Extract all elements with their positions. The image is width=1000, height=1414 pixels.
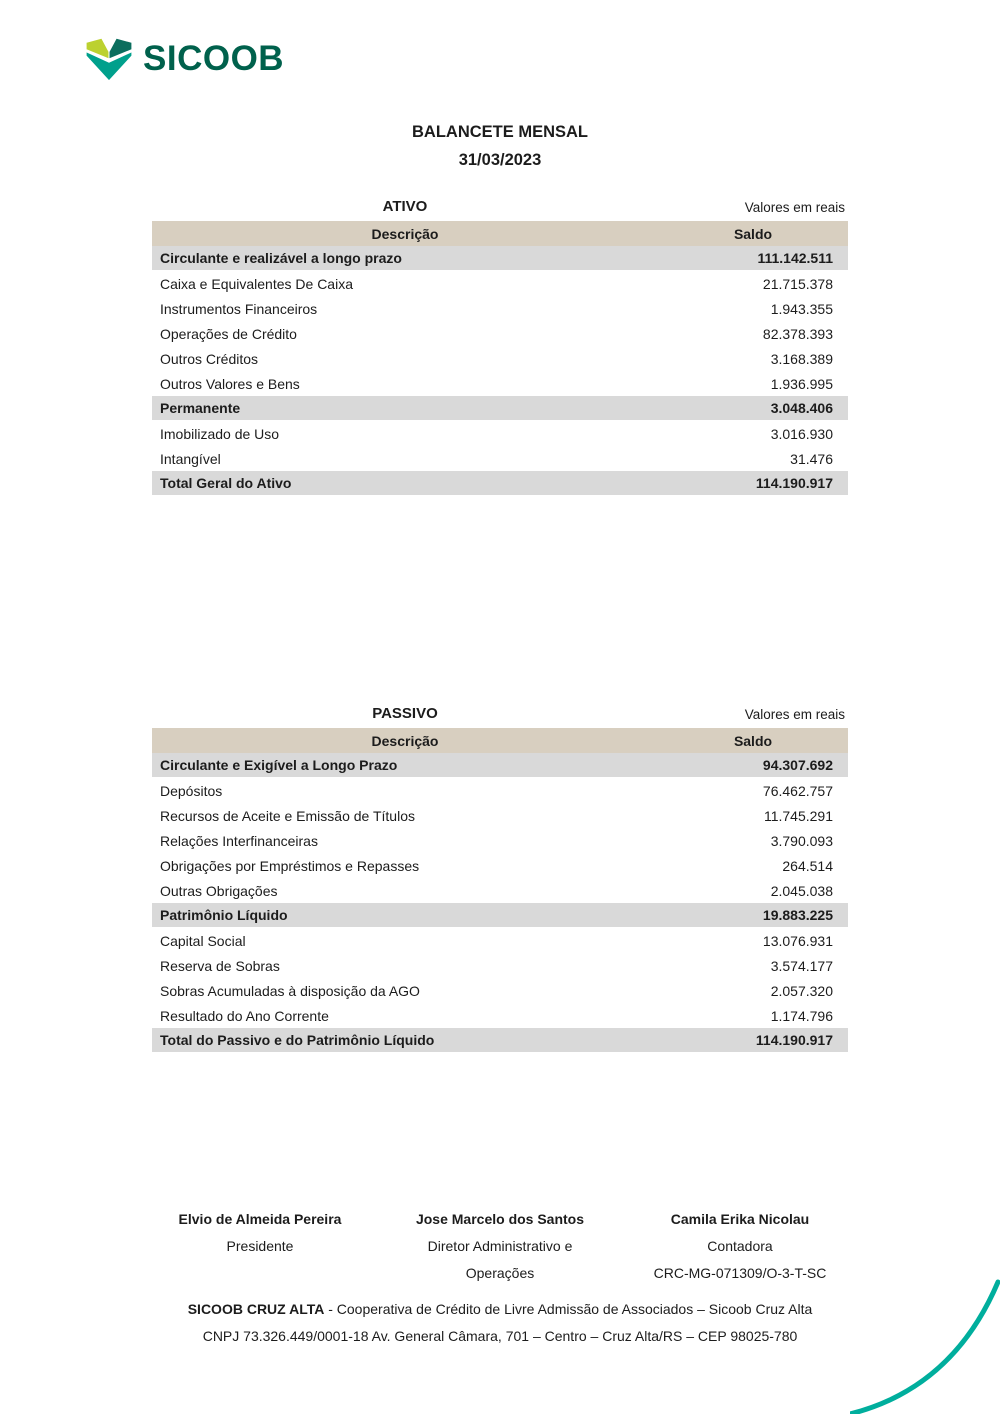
table-row — [152, 371, 848, 396]
signature-role-line1: Presidente — [226, 1238, 294, 1254]
title-line1: BALANCETE MENSAL — [412, 123, 588, 141]
table-row — [152, 778, 848, 803]
row-label: Instrumentos Financeiros — [160, 300, 318, 317]
table-row — [152, 853, 848, 878]
signature-block — [620, 1206, 860, 1287]
row-label: Recursos de Aceite e Emissão de Títulos — [160, 807, 415, 824]
column-header-descricao: Descrição — [371, 225, 439, 242]
table-row — [152, 978, 848, 1003]
row-value: 13.076.931 — [762, 932, 833, 949]
row-label: Total do Passivo e do Patrimônio Líquido — [160, 1032, 435, 1048]
signature-role-line2: Operações — [465, 1265, 535, 1281]
table-row — [152, 828, 848, 853]
row-label: Circulante e Exigível a Longo Prazo — [160, 757, 398, 773]
passivo-table-header-row — [152, 728, 848, 753]
table-row — [152, 753, 848, 778]
ativo-section-header — [152, 193, 848, 215]
table-row — [152, 1003, 848, 1028]
row-label: Resultado do Ano Corrente — [160, 1007, 329, 1024]
ativo-currency-note: Valores em reais — [744, 200, 845, 215]
row-label: Outros Valores e Bens — [160, 375, 300, 392]
row-label: Circulante e realizável a longo prazo — [160, 250, 402, 266]
row-label: Operações de Crédito — [160, 325, 297, 342]
title-date: 31/03/2023 — [458, 151, 542, 169]
row-value: 1.174.796 — [770, 1007, 833, 1024]
row-label: Total Geral do Ativo — [160, 475, 292, 491]
passivo-table-body — [152, 753, 848, 1053]
passivo-heading: PASSIVO — [372, 705, 438, 722]
signature-role-line1: Contadora — [707, 1238, 773, 1254]
row-value: 94.307.692 — [762, 757, 833, 773]
row-value: 114.190.917 — [755, 475, 833, 491]
logo — [84, 36, 284, 82]
row-label: Sobras Acumuladas à disposição da AGO — [160, 982, 420, 999]
row-value: 1.936.995 — [770, 375, 833, 392]
footer-line2: CNPJ 73.326.449/0001-18 Av. General Câmara, 701 – Centro – Cruz Alta/RS – CEP 98025-780 — [202, 1328, 798, 1344]
row-label: Reserva de Sobras — [160, 957, 280, 974]
passivo-currency-note: Valores em reais — [744, 707, 845, 722]
table-row — [152, 321, 848, 346]
row-label: Relações Interfinanceiras — [160, 832, 318, 849]
row-value: 111.142.511 — [757, 250, 833, 266]
row-label: Permanente — [160, 400, 241, 416]
row-label: Obrigações por Empréstimos e Repasses — [160, 857, 420, 874]
signature-role-line2: CRC-MG-071309/O-3-T-SC — [653, 1265, 827, 1281]
table-row — [152, 396, 848, 421]
row-label: Depósitos — [160, 782, 223, 799]
passivo-section — [152, 700, 848, 1053]
row-value: 264.514 — [782, 857, 833, 874]
row-value: 21.715.378 — [762, 275, 833, 292]
ativo-table-header-row — [152, 221, 848, 246]
signature-block — [140, 1206, 380, 1287]
document-title — [0, 118, 1000, 174]
swoosh-decoration-icon — [850, 1264, 1000, 1414]
column-header-saldo: Saldo — [733, 732, 773, 749]
row-value: 114.190.917 — [755, 1032, 833, 1048]
row-value: 2.057.320 — [770, 982, 833, 999]
table-row — [152, 928, 848, 953]
row-label: Caixa e Equivalentes De Caixa — [160, 275, 353, 292]
table-row — [152, 803, 848, 828]
footer-line1-rest: - Cooperativa de Crédito de Livre Admissão de Associados – Sicoob Cruz Alta — [324, 1301, 813, 1317]
row-value: 3.574.177 — [770, 957, 833, 974]
row-label: Capital Social — [160, 932, 246, 949]
table-row — [152, 346, 848, 371]
column-header-descricao: Descrição — [371, 732, 439, 749]
logo-text: SICOOB — [143, 39, 285, 78]
footer-coop-name: SICOOB CRUZ ALTA — [187, 1301, 325, 1317]
row-value: 3.790.093 — [770, 832, 833, 849]
ativo-table-body — [152, 246, 848, 496]
row-label: Outros Créditos — [160, 350, 259, 367]
table-row — [152, 878, 848, 903]
table-row — [152, 271, 848, 296]
sicoob-logo-icon — [84, 36, 134, 82]
table-row — [152, 246, 848, 271]
row-label: Intangível — [160, 450, 221, 467]
row-label: Imobilizado de Uso — [160, 425, 280, 442]
table-row — [152, 421, 848, 446]
column-header-saldo: Saldo — [733, 225, 773, 242]
row-value: 82.378.393 — [762, 325, 833, 342]
signature-role-line1: Diretor Administrativo e — [427, 1238, 573, 1254]
row-value: 76.462.757 — [762, 782, 833, 799]
table-row — [152, 471, 848, 496]
signature-name: Camila Erika Nicolau — [670, 1211, 810, 1227]
row-value: 3.168.389 — [770, 350, 833, 367]
row-value: 1.943.355 — [770, 300, 833, 317]
signature-block — [380, 1206, 620, 1287]
row-value: 3.016.930 — [770, 425, 833, 442]
signature-name: Elvio de Almeida Pereira — [178, 1211, 342, 1227]
ativo-heading: ATIVO — [382, 198, 428, 215]
table-row — [152, 953, 848, 978]
table-row — [152, 446, 848, 471]
table-row — [152, 1028, 848, 1053]
signature-name: Jose Marcelo dos Santos — [415, 1211, 585, 1227]
row-value: 3.048.406 — [770, 400, 833, 416]
row-label: Patrimônio Líquido — [160, 907, 288, 923]
row-label: Outras Obrigações — [160, 882, 278, 899]
table-row — [152, 296, 848, 321]
row-value: 11.745.291 — [763, 807, 833, 824]
row-value: 19.883.225 — [762, 907, 833, 923]
row-value: 2.045.038 — [770, 882, 833, 899]
signatures — [140, 1206, 860, 1287]
passivo-section-header — [152, 700, 848, 722]
row-value: 31.476 — [790, 450, 833, 467]
ativo-section — [152, 193, 848, 496]
table-row — [152, 903, 848, 928]
